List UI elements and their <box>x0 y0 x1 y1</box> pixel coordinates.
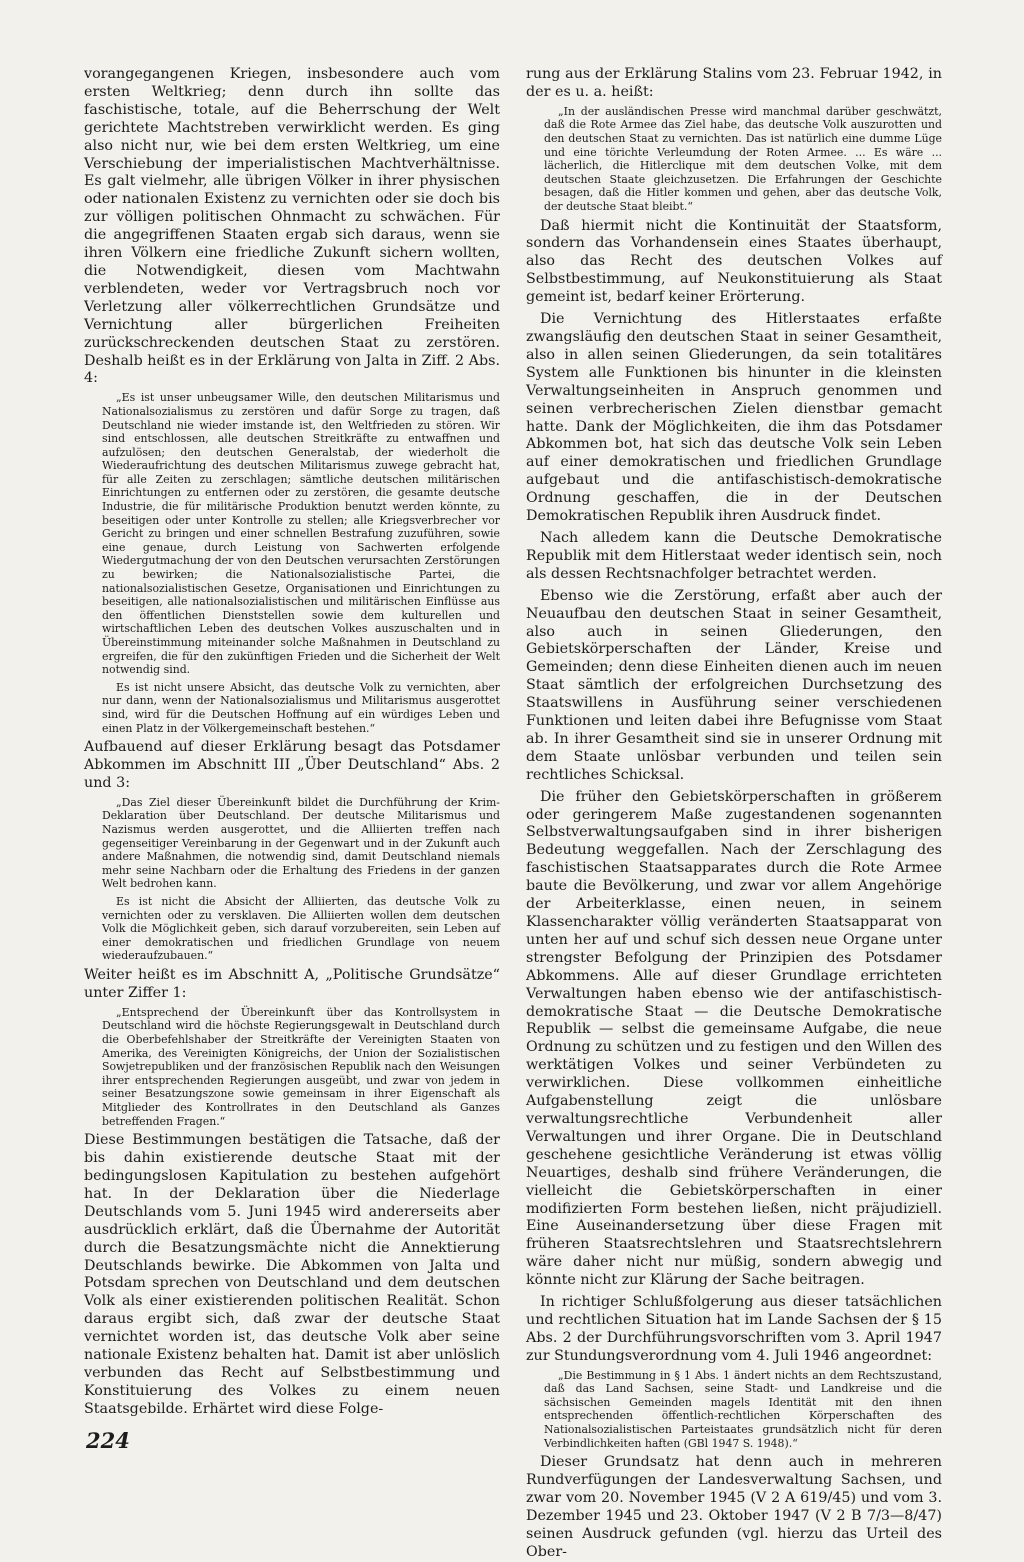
quote-paragraph: „Die Bestimmung in § 1 Abs. 1 ändert nichts an dem Rechtszustand, daß das Land Sachsen, seine Stadt- und Landkreise und die sächsischen Gemeinden magels Identität mit den ihnen entsprechenden öffentlich-rechtlichen Körperschaften des Nationalsozialistischen Parteistaates grundsätzlich nicht für deren Verbindlichkeiten haften (GBl 1947 S. 1948).“ <box>544 1368 942 1450</box>
right-column <box>526 66 942 1562</box>
body-paragraph: In richtiger Schlußfolgerung aus dieser tatsächlichen und rechtlichen Situation hat im Lande Sachsen der § 15 Abs. 2 der Durchführungsvorschriften vom 3. April 1947 zur Stundungsverordnung vom 4. Juli 1946 angeordnet: <box>526 1294 942 1364</box>
body-paragraph: Nach alledem kann die Deutsche Demokratische Republik mit dem Hitlerstaat weder identisch sein, noch als dessen Rechtsnachfolger betrachtet werden. <box>526 529 942 582</box>
body-paragraph: Ebenso wie die Zerstörung, erfaßt aber auch der Neuaufbau den deutschen Staat in seiner Gesamtheit, also auch in seinen Gliederungen, den Gebietskörperschaften der Länder, Kreise und Gemeinden; denn diese Einheiten dienen auch im neuen Staat sämtlich der erfolgreichen Durchsetzung des Staatswillens in Ausführung seiner verschiedenen Funktionen und leiten dabei ihre Befugnisse vom Staat ab. In ihrer Gesamtheit sind sie in unserer Ordnung mit dem Staate unlösbar verbunden und teilen sein rechtliches Schicksal. <box>526 587 942 783</box>
body-paragraph: Dieser Grundsatz hat denn auch in mehreren Rundverfügungen der Landesverwaltung Sachsen, und zwar vom 20. November 1945 (V 2 A 619/45) und vom 3. Dezember 1945 und 23. Oktober 1947 (V 2 B 7/3—8/47) seinen Ausdruck gefunden (vgl. hierzu das Urteil des Ober- <box>526 1454 942 1560</box>
quote-paragraph: Es ist nicht unsere Absicht, das deutsche Volk zu vernichten, aber nur dann, wenn der Nationalsozialismus und Militarismus ausgerottet sind, wird für die Deutschen Hoffnung auf ein würdiges Leben und einen Platz in der Völkergemeinschaft bestehen.“ <box>102 680 500 735</box>
left-column <box>84 66 500 1419</box>
body-paragraph: Diese Bestimmungen bestätigen die Tatsache, daß der bis dahin existierende deutsche Staat mit der bedingungslosen Kapitulation zu bestehen aufgehört hat. In der Deklaration über die Niederlage Deutschlands vom 5. Juni 1945 wird andererseits aber ausdrücklich erklärt, daß die Übernahme der Autorität durch die Besatzungsmächte nicht die Annektierung Deutschlands bewirke. Die Abkommen von Jalta und Potsdam sprechen von Deutschland und dem deutschen Volk als einer existierenden politischen Realität. Schon daraus ergibt sich, daß zwar der deutsche Staat vernichtet worden ist, das deutsche Volk aber seine nationale Existenz behalten hat. Damit ist aber unlöslich verbunden das Recht auf Selbstbestimmung und Konstituierung des Volkes zu einem neuen Staatsgebilde. Erhärtet wird diese Folge- <box>84 1132 500 1417</box>
body-paragraph: Daß hiermit nicht die Kontinuität der Staatsform, sondern das Vorhandensein eines Staates überhaupt, also das Recht des deutschen Volkes auf Selbstbestimmung, auf Neukonstituierung als Staat gemeint ist, bedarf keiner Erörterung. <box>526 217 942 306</box>
body-paragraph: Aufbauend auf dieser Erklärung besagt das Potsdamer Abkommen im Abschnitt III „Über Deutschland“ Abs. 2 und 3: <box>84 739 500 791</box>
quote-paragraph: „Entsprechend der Übereinkunft über das Kontrollsystem in Deutschland wird die höchste Regierungsgewalt in Deutschland durch die Oberbefehlshaber der Streitkräfte der Vereinigten Staaten von Amerika, des Vereinigten Königreichs, der Union der Sozialistischen Sowjetrepubliken und der französischen Republik nach den Weisungen ihrer entsprechenden Regierungen ausgeübt, und zwar von jedem in seiner Besatzungszone sowie gemeinsam in ihrer Eigenschaft als Mitglieder des Kontrollrates in den Deutschland als Ganzes betreffenden Fragen.“ <box>102 1005 500 1128</box>
body-paragraph: Die Vernichtung des Hitlerstaates erfaßte zwangsläufig den deutschen Staat in seiner Gesamtheit, also in allen seinen Gliederungen, da sein totalitäres System alle Funktionen bis hinunter in die kleinsten Verwaltungseinheiten in Anspruch genommen und seinen verbrecherischen Zielen dienstbar gemacht hatte. Dank der Möglichkeiten, die ihm das Potsdamer Abkommen bot, hat sich das deutsche Volk sein Leben auf einer demokratischen und friedlichen Grundlage aufgebaut und die antifaschistisch-demokratische Ordnung geschaffen, die in der Deutschen Demokratischen Republik ihren Ausdruck findet. <box>526 311 942 525</box>
body-paragraph: vorangegangenen Kriegen, insbesondere auch vom ersten Weltkrieg; denn durch ihn sollte das faschistische, totale, auf die Beherrschung der Welt gerichtete Machtstreben verwirklicht werden. Es ging also nicht nur, wie bei dem ersten Weltkrieg, um eine Verschiebung der imperialistischen Machtverhältnisse. Es galt vielmehr, alle übrigen Völker in ihrer physischen oder nationalen Existenz zu vernichten oder sie doch bis zur völligen politischen Ohnmacht zu schwächen. Für die angegriffenen Staaten ergab sich daraus, wenn sie ihren Völkern eine friedliche Zukunft sichern wollten, die Notwendigkeit, diesen vom Machtwahn verblendeten, weder vor Vertragsbruch noch vor Verletzung aller völkerrechtlichen Grundsätze und Vernichtung aller bürgerlichen Freiheiten zurückschreckenden deutschen Staat zu zerstören. Deshalb heißt es in der Erklärung von Jalta in Ziff. 2 Abs. 4: <box>84 66 500 387</box>
quote-paragraph: „Das Ziel dieser Übereinkunft bildet die Durchführung der Krim-Deklaration über Deutschland. Der deutsche Militarismus und Nazismus werden ausgerottet, und die Alliierten treffen nach gegenseitiger Vereinbarung in der Gegenwart und in der Zukunft auch andere Maßnahmen, die notwendig sind, damit Deutschland niemals mehr seine Nachbarn oder die Erhaltung des Friedens in der ganzen Welt bedrohen kann. <box>102 795 500 891</box>
quote-paragraph: „In der ausländischen Presse wird manchmal darüber geschwätzt, daß die Rote Armee das Ziel habe, das deutsche Volk auszurotten und den deutschen Staat zu vernichten. Das ist natürlich eine dumme Lüge und eine törichte Verleumdung der Roten Armee. ... Es wäre ... lächerlich, die Hitlerclique mit dem deutschen Volke, mit dem deutschen Staate gleichzusetzen. Die Erfahrungen der Geschichte besagen, daß die Hitler kommen und gehen, aber das deutsche Volk, der deutsche Staat bleibt.“ <box>544 104 942 213</box>
body-paragraph: rung aus der Erklärung Stalins vom 23. Februar 1942, in der es u. a. heißt: <box>526 66 942 100</box>
body-paragraph: Weiter heißt es im Abschnitt A, „Politische Grundsätze“ unter Ziffer 1: <box>84 967 500 1001</box>
quote-paragraph: „Es ist unser unbeugsamer Wille, den deutschen Militarismus und Nationalsozialismus zu zerstören und dafür Sorge zu tragen, daß Deutschland nie wieder imstande ist, den Weltfrieden zu stören. Wir sind entschlossen, alle deutschen Streitkräfte zu entwaffnen und aufzulösen; den deutschen Generalstab, der wiederholt die Wiederaufrichtung des deutschen Militarismus zuwege gebracht hat, für alle Zeiten zu zerschlagen; sämtliche deutschen militärischen Einrichtungen zu entfernen oder zu zerstören, die gesamte deutsche Industrie, die für militärische Produktion benutzt werden könnte, zu beseitigen oder unter Kontrolle zu stellen; alle Kriegsverbrecher vor Gericht zu bringen und einer schnellen Bestrafung zuzuführen, sowie eine genaue, durch Leistung von Sachwerten erfolgende Wiedergutmachung der von den Deutschen verursachten Zerstörungen zu bewirken; die Nationalsozialistische Partei, die nationalsozialistischen Gesetze, Organisationen und Einrichtungen zu beseitigen, alle nationalsozialistischen und militärischen Einflüsse aus den öffentlichen Dienststellen sowie dem kulturellen und wirtschaftlichen Leben des deutschen Volkes auszuschalten und in Übereinstimmung miteinander solche Maßnahmen in Deutschland zu ergreifen, die für den zukünftigen Frieden und die Sicherheit der Welt notwendig sind. <box>102 391 500 677</box>
page-number: 224 <box>86 1428 130 1453</box>
body-paragraph: Die früher den Gebietskörperschaften in größerem oder geringerem Maße zugestandenen sogenannten Selbstverwaltungsaufgaben sind in ihrer bisherigen Bedeutung weggefallen. Nach der Zerschlagung des faschistischen Staatsapparates durch die Rote Armee baute die Bevölkerung, und zwar vor allem Angehörige der Arbeiterklasse, einen neuen, in seinem Klassencharakter völlig veränderten Staatsapparat von unten her auf und schuf sich dessen neue Organe unter strengster Befolgung der Prinzipien des Potsdamer Abkommens. Alle auf dieser Grundlage errichteten Verwaltungen haben ebenso wie der antifaschistisch-demokratische Staat — die Deutsche Demokratische Republik — selbst die gemeinsame Aufgabe, die neue Ordnung zu schützen und zu festigen und den Willen des werktätigen Volkes und seiner Verbündeten zu verwirklichen. Diese vollkommen einheitliche Aufgabenstellung zeigt die unlösbare verwaltungsrechtliche Verbundenheit aller Verwaltungen und ihrer Organe. Die in Deutschland geschehene gesichtliche Veränderung ist etwas völlig Neuartiges, deshalb sind frühere Veränderungen, die vielleicht die Gebietskörperschaften in einer modifizierten Form bestehen ließen, nicht präjudiziell. Eine Auseinandersetzung über diese Fragen mit früheren Staatsrechtslehren und Staatsrechtslehrern wäre daher nicht nur müßig, sondern abwegig und könnte nicht zur Klärung der Sache beitragen. <box>526 788 942 1289</box>
quote-paragraph: Es ist nicht die Absicht der Alliierten, das deutsche Volk zu vernichten oder zu versklaven. Die Alliierten wollen dem deutschen Volk die Möglichkeit geben, sich darauf vorzubereiten, sein Leben auf einer demokratischen und friedlichen Grundlage von neuem wiederaufzubauen.“ <box>102 895 500 963</box>
